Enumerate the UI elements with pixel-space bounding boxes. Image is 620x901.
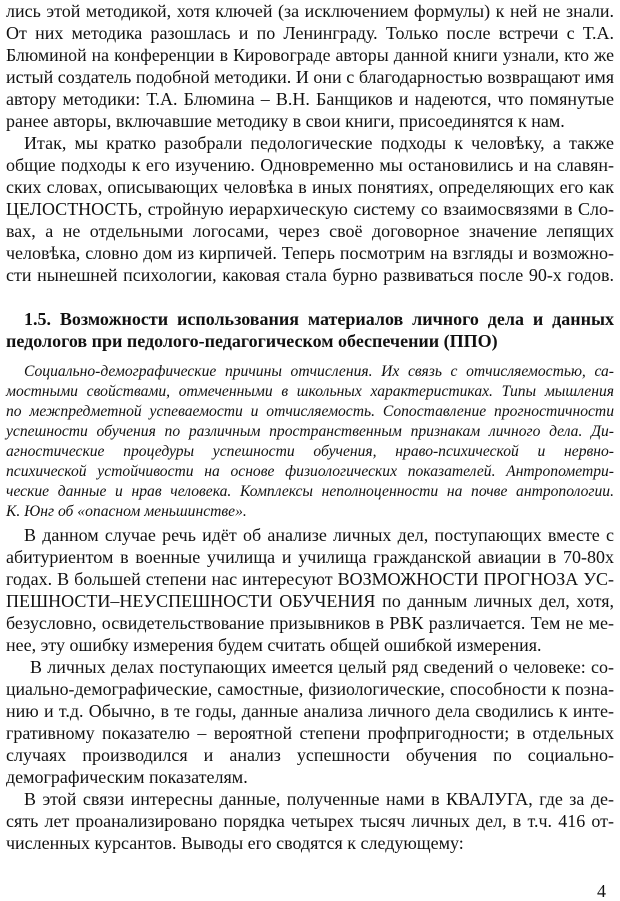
text-line: безусловно, освидетельствование призывников в РВК различается. Тем не ме-: [6, 613, 614, 633]
text-line: В этой связи интересны данные, полученные нами в КВАЛУГА, где за де-: [24, 789, 614, 809]
text-line: гративному показателю – вероятной степени профпригодности; в отдельных: [6, 723, 614, 743]
text-line: ских словах, описывающих человѣка в иных понятиях, определяющих его как: [6, 177, 614, 197]
text-line: абитуриентом в военные училища и училища гражданской авиации в 70-80х: [6, 547, 614, 567]
text-line: В данном случае речь идёт об анализе личных дел, поступающих вместе с: [24, 525, 614, 545]
text-line: нее, эту ошибку измерения будем считать общей ошибкой измерения.: [6, 635, 542, 655]
text-line: случаях производился и анализ успешности обучения по социально-: [6, 745, 614, 765]
text-line: ранее авторы, включавшие методику в свои книги, присоединятся к нам.: [6, 111, 565, 131]
text-line: ПЕШНОСТИ–НЕУСПЕШНОСТИ ОБУЧЕНИЯ по данным личных дел, хотя,: [6, 591, 614, 611]
text-line: сти нынешней психологии, каковая стала бурно развиваться после 90-х годов.: [6, 265, 614, 285]
abstract-line: по межпредметной успеваемости и отчисляемость. Сопоставление прогностичности: [6, 403, 614, 420]
text-line: демографическим показателям.: [6, 767, 248, 787]
text-line: циально-демографические, самостные, физиологические, способности к позна-: [6, 679, 614, 699]
abstract-line: психической устойчивости на основе физиологических показателей. Антропометри-: [6, 463, 614, 480]
text-line: сять лет проанализировано порядка четырех тысяч личных дел, в т.ч. 416 от-: [6, 811, 614, 831]
heading-line: 1.5. Возможности использования материалов личного дела и данных: [24, 309, 614, 329]
abstract-line: успешности обучения по различным пространственным признакам личного дела. Ди-: [6, 423, 614, 440]
text-line: нию и т.д. Обычно, в те годы, данные анализа личного дела сводились к инте-: [6, 701, 614, 721]
text-line: численных курсантов. Выводы его сводятся к следующему:: [6, 833, 464, 853]
text-line: В личных делах поступающих имеется целый ряд сведений о человеке: со-: [30, 657, 614, 677]
text-line: Блюминой на конференции в Кировограде авторы данной книги узнали, кто же: [6, 45, 614, 65]
text-line: вах, а не отдельными логосами, через своё договорное значение лепящих: [6, 221, 614, 241]
text-line: человѣка, словно дом из кирпичей. Теперь посмотрим на взгляды и возможно-: [6, 243, 614, 263]
abstract-line: ческие данные и нрав человека. Комплексы неполноценности на почве антропологии.: [6, 483, 614, 500]
abstract-line: агностические процедуры успешности обучения, нраво-психической и нервно-: [6, 443, 614, 460]
abstract-line: К. Юнг об «опасном меньшинстве».: [6, 503, 247, 520]
text-line: лись этой методикой, хотя ключей (за исключением формулы) к ней не знали.: [6, 1, 614, 21]
text-line: общие подходы к его изучению. Одновременно мы остановились и на славян-: [6, 155, 614, 175]
text-line: От них методика разошлась и по Ленинграду. Только после встречи с Т.А.: [6, 23, 614, 43]
abstract-line: мостными свойствами, отмеченными в школьных характеристиках. Типы мышления: [6, 383, 614, 400]
text-line: годах. В большей степени нас интересуют ВОЗМОЖНОСТИ ПРОГНОЗА УС-: [6, 569, 614, 589]
abstract-line: Социально-демографические причины отчисления. Их связь с отчисляемостью, са-: [24, 363, 614, 380]
heading-line: педологов при педолого-педагогическом обеспечении (ППО): [6, 331, 498, 351]
text-line: истый создатель подобной методики. И они с благодарностью возвращают имя: [6, 67, 614, 87]
text-line: ЦЕЛОСТНОСТЬ, стройную иерархическую систему со взаимосвязями в Сло-: [6, 199, 614, 219]
page-number: 4: [597, 881, 606, 901]
text-line: Итак, мы кратко разобрали педологические подходы к человѣку, а также: [24, 133, 614, 153]
text-line: автору методики: Т.А. Блюмина – В.Н. Банщиков и надеются, что помянутые: [6, 89, 614, 109]
